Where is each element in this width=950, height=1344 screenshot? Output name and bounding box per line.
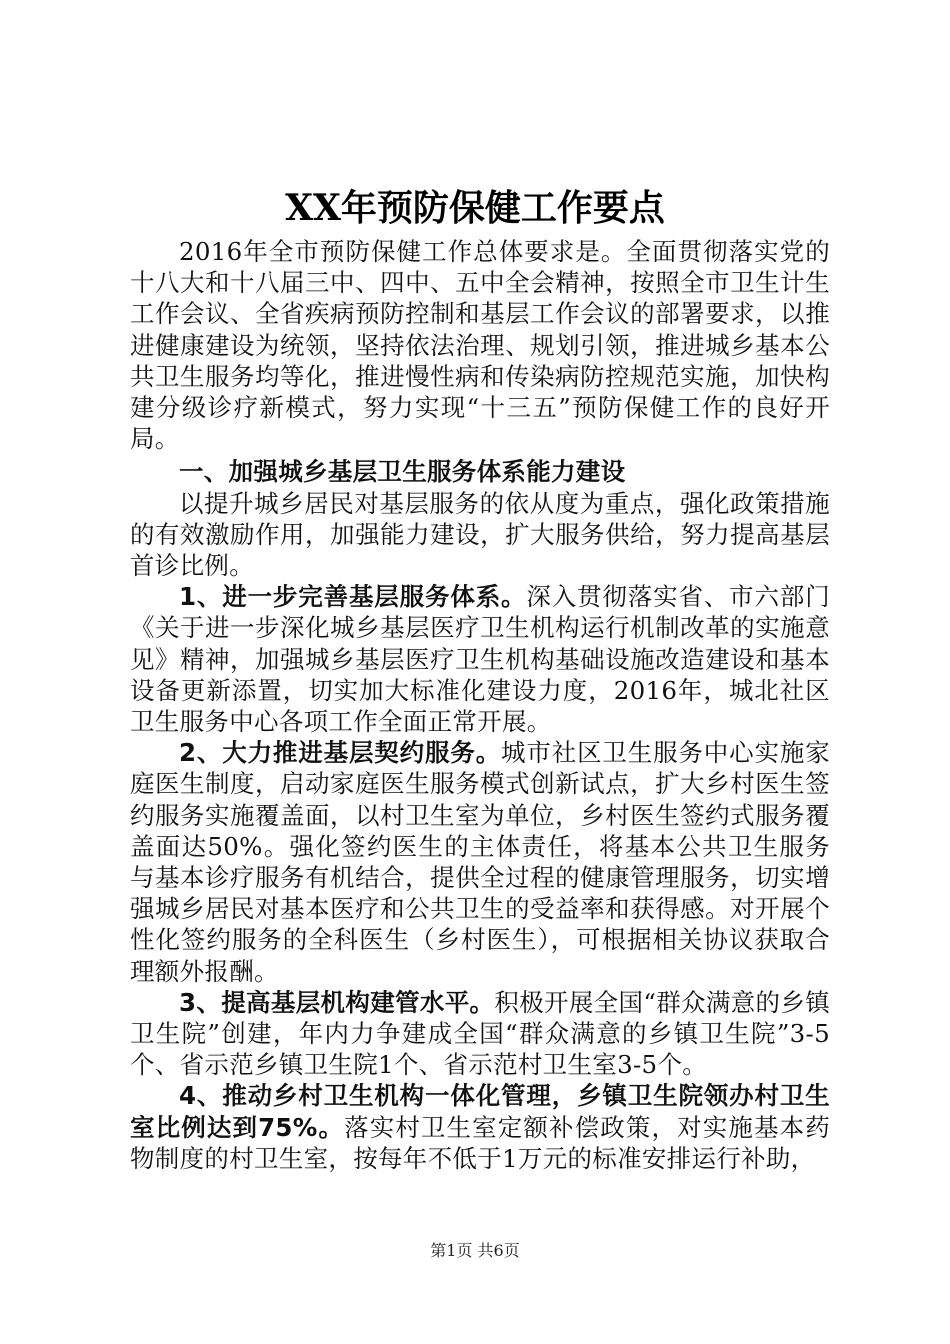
item-paragraph-3 bbox=[130, 987, 830, 1081]
item-lead: 4、推动乡村卫生机构一体化管理，乡镇卫生院领办村卫生室比例达到75%。 bbox=[130, 1081, 830, 1142]
item-lead: 3、提高基层机构建管水平。 bbox=[179, 987, 495, 1017]
document-body bbox=[130, 236, 830, 1174]
item-paragraph-1 bbox=[130, 581, 830, 737]
document-title: XX年预防保健工作要点 bbox=[285, 187, 665, 229]
intro-paragraph: 2016年全市预防保健工作总体要求是。全面贯彻落实党的十八大和十八届三中、四中、五中全会精神，按照全市卫生计生工作会议、全省疾病预防控制和基层工作会议的部署要求，以推进健康建设为统领，坚持依法治理、规划引领，推进城乡基本公共卫生服务均等化，推进慢性病和传染病防控规范实施，加快构建分级诊疗新模式，努力实现“十三五”预防保健工作的良好开局。 bbox=[130, 237, 830, 454]
item-lead: 1、进一步完善基层服务体系。 bbox=[179, 582, 527, 612]
item-text: 积极开展全国“群众满意的乡镇卫生院”创建，年内力争建成全国“群众满意的乡镇卫生院”3-5个、省示范乡镇卫生院1个、省示范村卫生室3-5个。 bbox=[130, 987, 830, 1080]
section-heading: 一、加强城乡基层卫生服务体系能力建设 bbox=[179, 457, 626, 487]
item-text: 深入贯彻落实省、市六部门《关于进一步深化城乡基层医疗卫生机构运行机制改革的实施意见》精神，加强城乡基层医疗卫生机构基础设施改造建设和基本设备更新添置，切实加大标准化建设力度，2016年，城北社区卫生服务中心各项工作全面正常开展。 bbox=[130, 582, 830, 737]
item-text: 城市社区卫生服务中心实施家庭医生制度，启动家庭医生服务模式创新试点，扩大乡村医生签约服务实施覆盖面，以村卫生室为单位，乡村医生签约式服务覆盖面达50%。强化签约医生的主体责任，将基本公共卫生服务与基本诊疗服务有机结合，提供全过程的健康管理服务，切实增强城乡居民对基本医疗和公共卫生的受益率和获得感。对开展个性化签约服务的全科医生（乡村医生），可根据相关协议获取合理额外报酬。 bbox=[130, 738, 830, 986]
item-text: 落实村卫生室定额补偿政策，对实施基本药物制度的村卫生室，按每年不低于1万元的标准安排运行补助， bbox=[130, 1112, 831, 1173]
item-paragraph-4 bbox=[130, 1080, 830, 1174]
item-paragraph-2 bbox=[130, 737, 830, 987]
page-footer: 第1页 共6页 bbox=[430, 1241, 520, 1260]
item-lead: 2、大力推进基层契约服务。 bbox=[179, 738, 502, 768]
section-intro-paragraph: 以提升城乡居民对基层服务的依从度为重点，强化政策措施的有效激励作用，加强能力建设，扩大服务供给，努力提高基层首诊比例。 bbox=[130, 488, 830, 581]
